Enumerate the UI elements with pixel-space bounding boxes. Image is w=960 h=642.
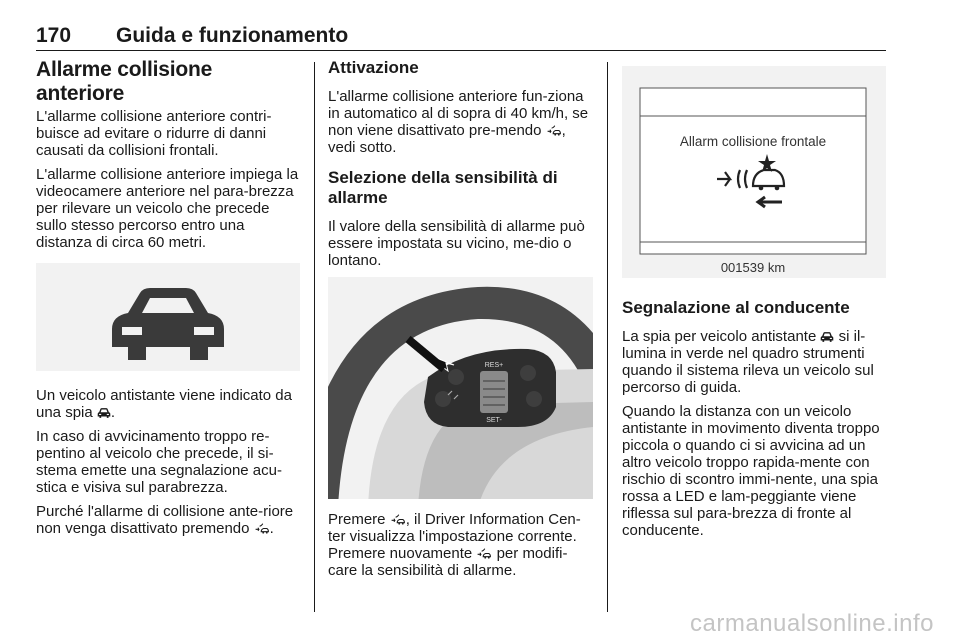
figure-vehicle-ahead-indicator xyxy=(36,263,300,371)
column-divider-1 xyxy=(314,62,315,612)
page-number: 170 xyxy=(36,24,72,47)
section-heading-activation: Attivazione xyxy=(328,58,419,77)
paragraph: Purché l'allarme di collisione ante-riore non venga disattivato premendo . xyxy=(36,503,294,537)
section-heading-sensitivity: Selezione della sensibilità di allarme xyxy=(328,168,558,207)
thumbwheel xyxy=(480,371,508,413)
res-label: RES+ xyxy=(484,362,504,369)
paragraph: L'allarme collisione anteriore contri-buisce ad evitare o ridurre di danni causati da collisioni frontali. xyxy=(36,108,272,159)
paragraph: Il valore della sensibilità di allarme può essere impostata su vicino, me-dio o lontano. xyxy=(328,218,585,269)
page-header xyxy=(36,24,886,51)
vehicle-ahead-icon xyxy=(97,407,111,419)
section-heading-driver-warning: Segnalazione al conducente xyxy=(622,298,850,317)
paragraph: Un veicolo antistante viene indicato da una spia . xyxy=(36,387,292,421)
paragraph: In caso di avvicinamento troppo re-pentino al veicolo che precede, il si-stema emette una segnalazione acu-stica e visiva sul parabrezza. xyxy=(36,428,282,496)
figure-steering-wheel-controls xyxy=(328,277,593,499)
forward-collision-alert-icon xyxy=(476,547,492,560)
paragraph: Quando la distanza con un veicolo antistante in movimento diventa troppo piccola o quando ci si avvicina ad un altro veicolo troppo rapida-mente con rischio di scontro immi-nente, una spia rossa a LED e lam-peggiante viene riflessa sul para-brezza di fronte al conducente. xyxy=(622,403,880,539)
odometer-reading: 001539 km xyxy=(720,260,786,275)
paragraph: Premere , il Driver Information Cen-ter visualizza l'impostazione corrente. Premere nuovamente per modifi-care la sensibilità di allarme. xyxy=(328,511,581,579)
vehicle-ahead-icon xyxy=(820,331,834,343)
section-heading-fcw: Allarme collisione anteriore xyxy=(36,58,213,105)
page-title: Guida e funzionamento xyxy=(116,24,349,47)
figure-driver-information-center xyxy=(622,66,886,278)
watermark: carmanualsonline.info xyxy=(690,610,934,637)
set-label: SET- xyxy=(486,417,502,424)
column-2 xyxy=(328,58,593,586)
steering-wheel-illustration xyxy=(328,277,593,499)
vehicle-ahead-icon xyxy=(36,263,300,371)
dic-title: Allarm collisione frontale xyxy=(679,134,827,149)
dic-display xyxy=(622,66,886,278)
column-1 xyxy=(36,58,300,544)
column-3 xyxy=(622,58,886,546)
forward-collision-alert-icon xyxy=(390,513,406,526)
paragraph: La spia per veicolo antistante si il-lumina in verde nel quadro strumenti quando il sistema rileva un veicolo sul percorso di guida. xyxy=(622,328,874,396)
column-divider-2 xyxy=(607,62,608,612)
paragraph: L'allarme collisione anteriore fun-ziona in automatico al di sopra di 40 km/h, se non viene disattivato pre-mendo , vedi sotto. xyxy=(328,88,589,156)
forward-collision-alert-icon xyxy=(546,124,562,137)
paragraph: L'allarme collisione anteriore impiega la videocamere anteriore nel para-brezza per rilevare un veicolo che precede sullo stesso percorso entro una distanza di circa 60 metri. xyxy=(36,166,299,251)
forward-collision-alert-icon xyxy=(254,522,270,535)
